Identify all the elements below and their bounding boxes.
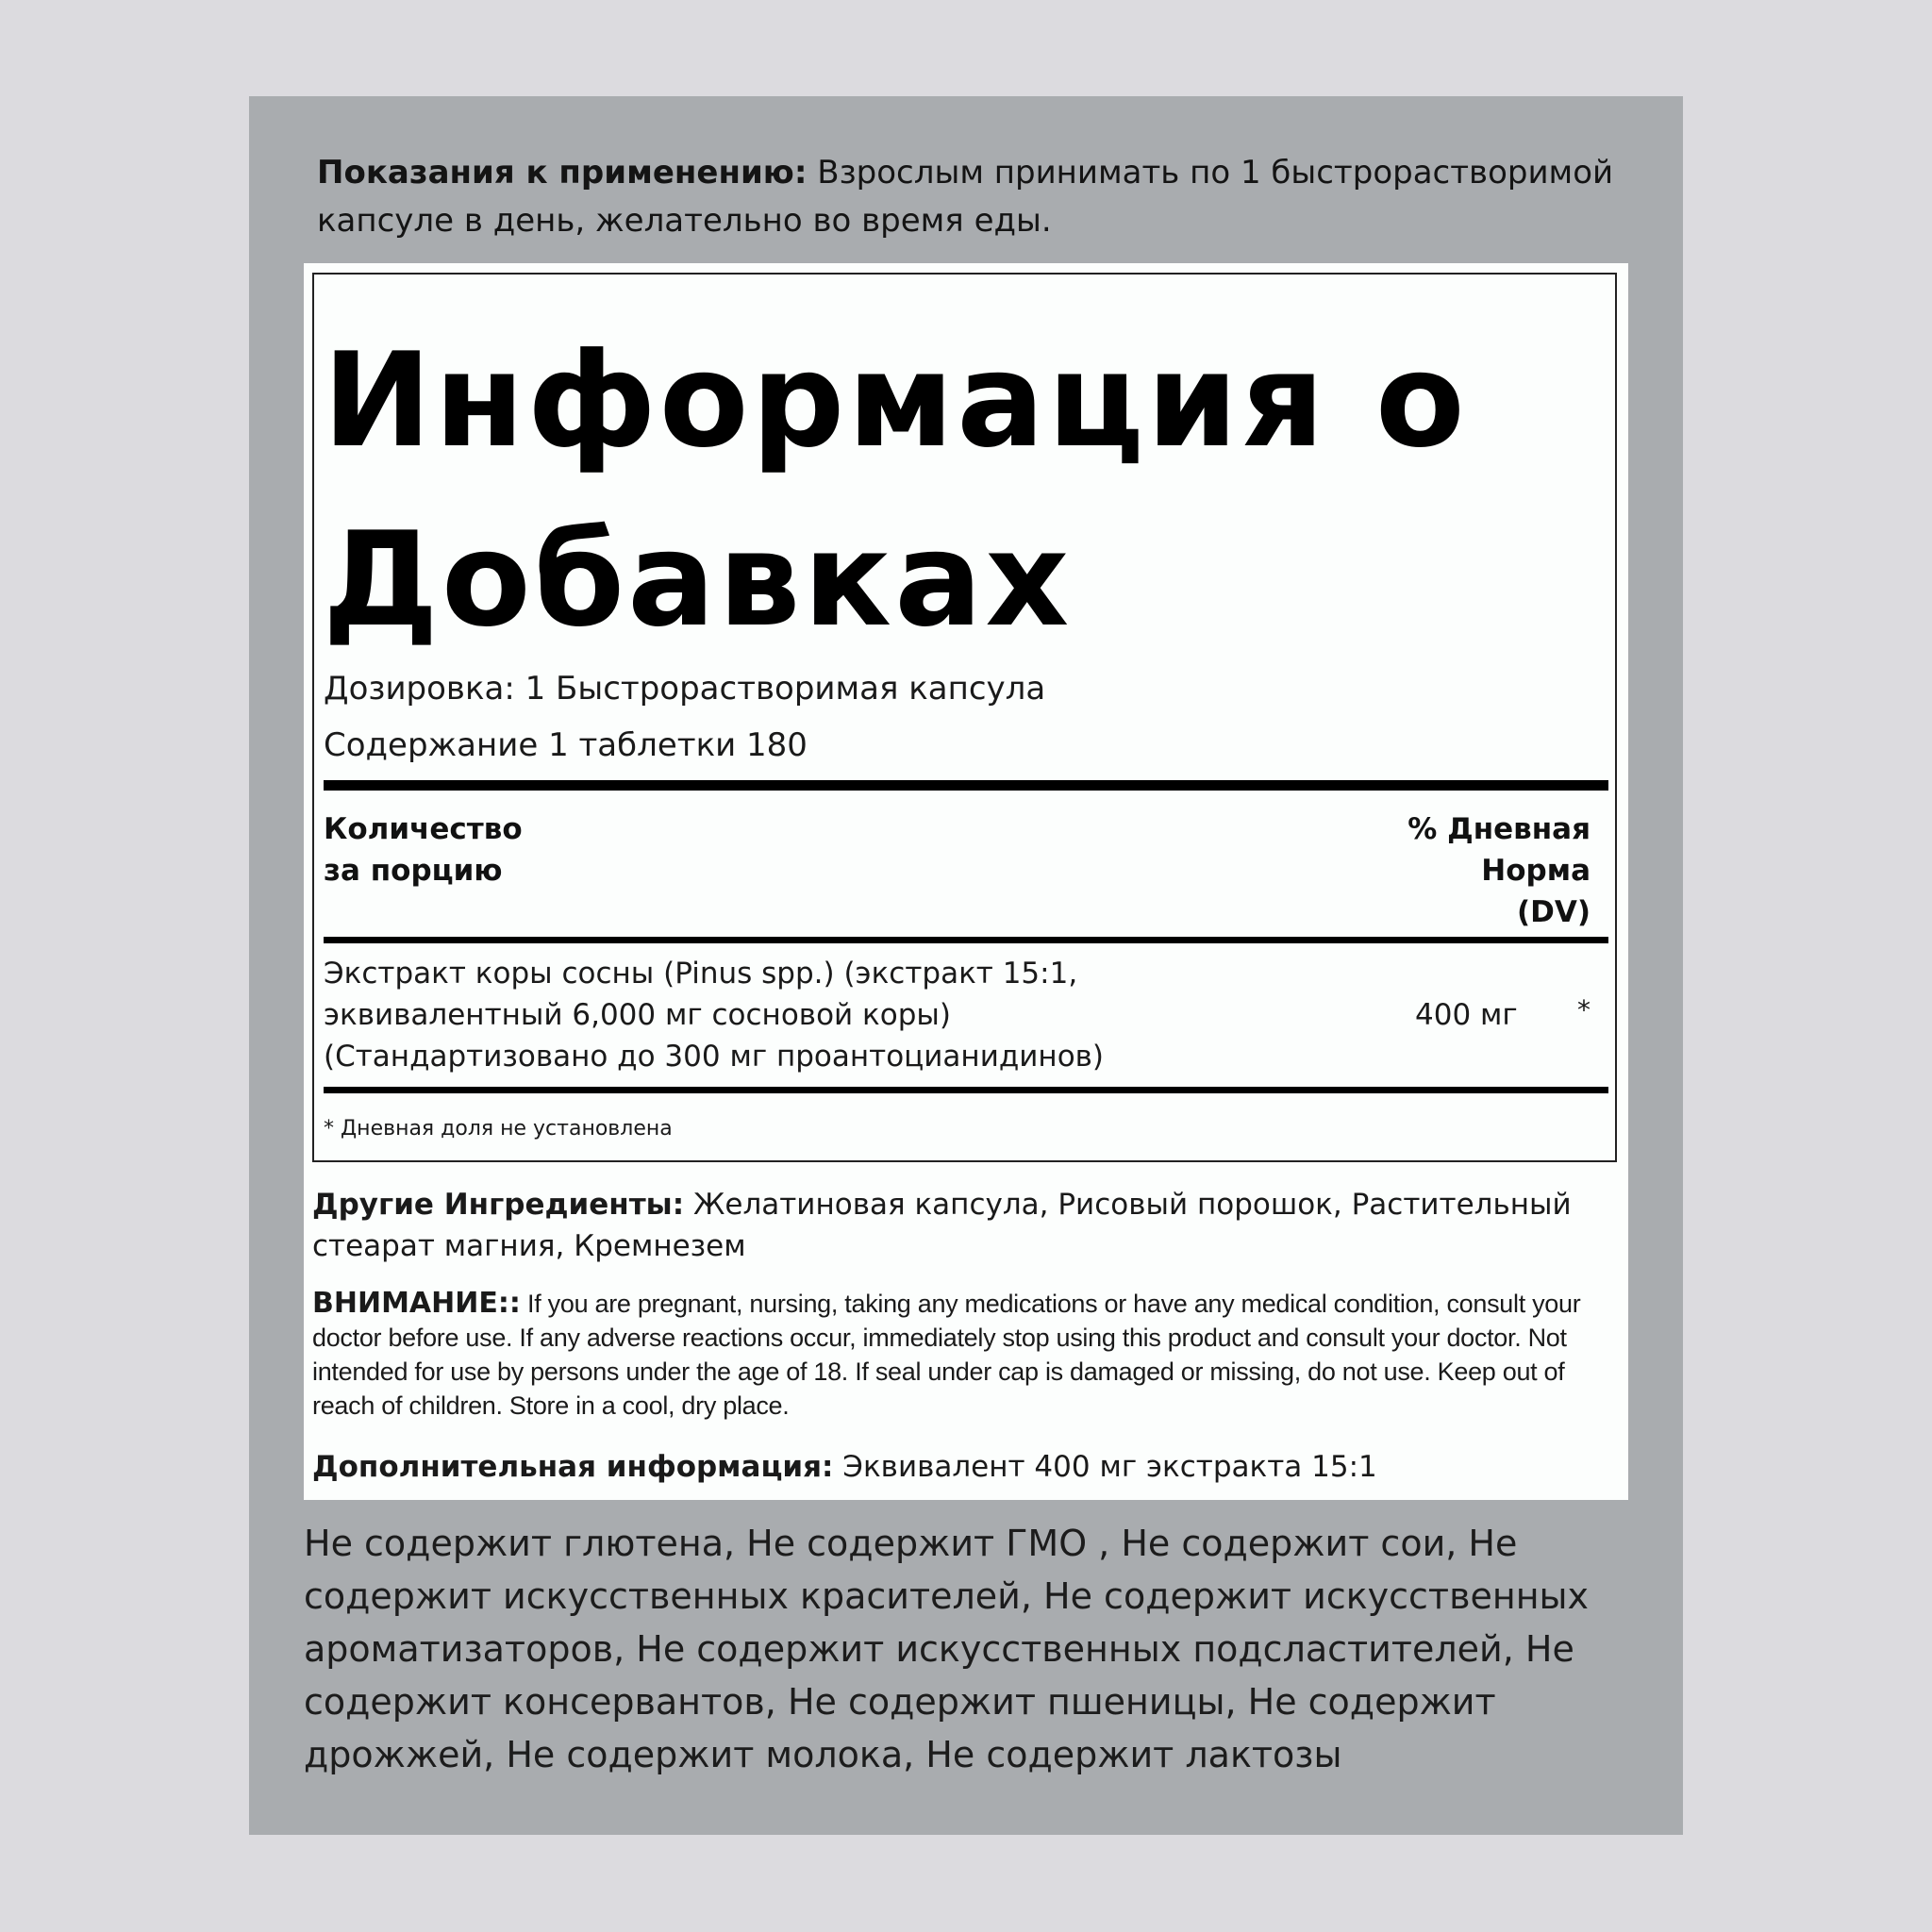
other-ingredients-label: Другие Ингредиенты: xyxy=(312,1188,685,1222)
serving-size: Дозировка: 1 Быстрорастворимая капсула xyxy=(324,670,1046,708)
additional-info-label: Дополнительная информация: xyxy=(312,1450,834,1484)
divider-bottom xyxy=(324,1087,1608,1093)
dv-header-line1: % Дневная xyxy=(1407,812,1591,846)
warning xyxy=(312,1287,1619,1423)
ingredient-amount: 400 мг xyxy=(1415,998,1518,1032)
amount-per-serving-header xyxy=(324,808,523,891)
ingredient-name: Экстракт коры сосны (Pinus spp.) (экстракт 15:1, эквивалентный 6,000 мг сосновой коры) (Стандартизовано до 300 мг проантоцианидинов) xyxy=(324,957,1105,1074)
ingredient-dv: * xyxy=(1577,994,1591,1025)
free-from-statement: Не содержит глютена, Не содержит ГМО , Не содержит сои, Не содержит искусственных красителей, Не содержит искусственных ароматизаторов, Не содержит искусственных подсластителей, Не содержит консервантов, Не содержит пшеницы, Не содержит дрожжей, Не содержит молока, Не содержит лактозы xyxy=(304,1523,1590,1775)
other-ingredients xyxy=(312,1184,1614,1267)
other-ingredients-text: Желатиновая капсула, Рисовый порошок, Растительный стеарат магния, Кремнезем xyxy=(312,1188,1572,1263)
facts-title: Информация о Добавках xyxy=(323,325,1468,656)
servings-per-container: Содержание 1 таблетки 180 xyxy=(324,726,808,764)
dv-header-line3: (DV) xyxy=(1516,895,1591,929)
dv-header-line2: Норма xyxy=(1481,854,1591,888)
warning-text: If you are pregnant, nursing, taking any medications or have any medical condition, consult your doctor before use. If any adverse reactions occur, immediately stop using this product and consult your doctor. Not intended for use by persons under the age of 18. If seal under cap is damaged or missing, do not use. Keep out of reach of children. Store in a cool, dry place. xyxy=(312,1290,1581,1420)
warning-label: ВНИМАНИЕ:: xyxy=(312,1287,521,1320)
directions-label: Показания к применению: xyxy=(317,154,808,192)
dv-footnote: * Дневная доля не установлена xyxy=(324,1117,673,1141)
divider-medium xyxy=(324,937,1608,943)
amount-header-line2: за порцию xyxy=(324,854,503,888)
divider-thick xyxy=(324,780,1608,791)
additional-info-text: Эквивалент 400 мг экстракта 15:1 xyxy=(833,1450,1377,1484)
daily-value-header xyxy=(1407,808,1591,933)
directions-text xyxy=(317,149,1619,245)
additional-info xyxy=(312,1450,1377,1484)
amount-header-line1: Количество xyxy=(324,812,523,846)
directions-body: Взрослым принимать по 1 быстрорастворимой капсуле в день, желательно во время еды. xyxy=(317,154,1614,240)
